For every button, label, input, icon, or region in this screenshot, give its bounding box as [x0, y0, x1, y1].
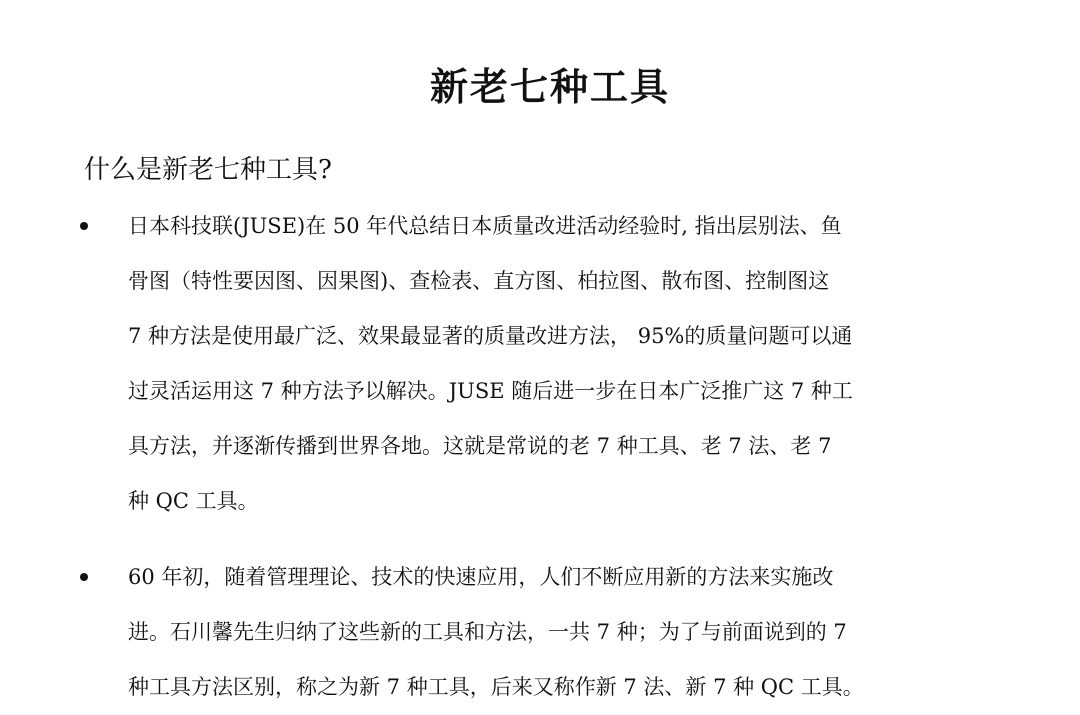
- paragraph-line: 日本科技联(JUSE)在 50 年代总结日本质量改进活动经验时, 指出层别法、鱼: [128, 214, 842, 238]
- paragraph-line: 种 QC 工具。: [128, 489, 259, 513]
- page-title: 新老七种工具: [429, 65, 670, 109]
- paragraph-line: 进。石川馨先生归纳了这些新的工具和方法，一共 7 种；为了与前面说到的 7: [128, 620, 847, 644]
- paragraph-line: 过灵活运用这 7 种方法予以解决。JUSE 随后进一步在日本广泛推广这 7 种工: [128, 379, 853, 403]
- bullet-paragraph: [128, 550, 1013, 715]
- paragraph-line: 7 种方法是使用最广泛、效果最显著的质量改进方法， 95%的质量问题可以通: [128, 324, 853, 348]
- paragraph-line: 具方法，并逐渐传播到世界各地。这就是常说的老 7 种工具、老 7 法、老 7: [128, 434, 832, 458]
- bullet-marker: [80, 573, 88, 581]
- bullet-paragraph: [128, 199, 1013, 529]
- bullet-marker: [80, 222, 88, 230]
- paragraph-line: 60 年初，随着管理理论、技术的快速应用，人们不断应用新的方法来实施改: [128, 565, 834, 589]
- paragraph-line: 种工具方法区别，称之为新 7 种工具，后来又称作新 7 法、新 7 种 QC 工具。: [128, 675, 864, 699]
- section-heading: 什么是新老七种工具?: [84, 155, 332, 185]
- paragraph-line: 骨图（特性要因图、因果图)、查检表、直方图、柏拉图、散布图、控制图这: [128, 269, 830, 293]
